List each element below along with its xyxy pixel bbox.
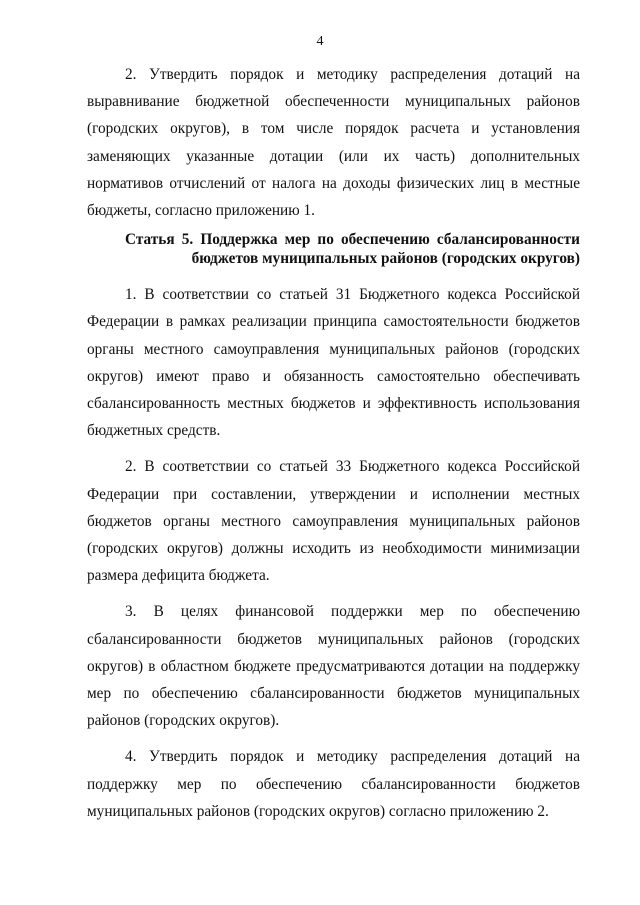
- article-5-heading-line-2: бюджетов муниципальных районов (городских округов): [191, 250, 580, 268]
- article-5-item-2: 2. В соответствии со статьей 33 Бюджетного кодекса Российской Федерации при составлении, утверждении и исполнении местных бюджетов органы местного самоуправления муниципальных районов (городских округов) должны исходить из необходимости минимизации размера дефицита бюджета.: [87, 458, 580, 585]
- page-number: 4: [316, 34, 324, 49]
- article-5-item-4: 4. Утвердить порядок и методику распределения дотаций на поддержку мер по обеспечению сбалансированности бюджетов муниципальных районов (городских округов) согласно приложению 2.: [87, 748, 580, 820]
- document-body: [87, 61, 580, 825]
- article-5-item-1: 1. В соответствии со статьей 31 Бюджетного кодекса Российской Федерации в рамках реализации принципа самостоятельности бюджетов органы местного самоуправления муниципальных районов (городских округов) имеют право и обязанность самостоятельно обеспечивать сбалансированность местных бюджетов и эффективность использования бюджетных средств.: [87, 286, 580, 440]
- article-5-item-3: 3. В целях финансовой поддержки мер по обеспечению сбалансированности бюджетов муниципальных районов (городских округов) в областном бюджете предусматриваются дотации на поддержку мер по обеспечению сбалансированности бюджетов муниципальных районов (городских округов).: [87, 603, 580, 730]
- article-5-heading: [87, 230, 580, 268]
- article-5-heading-line-1: Статья 5. Поддержка мер по обеспечению сбалансированности: [125, 231, 580, 249]
- paragraph-approve-equalization-grants: 2. Утвердить порядок и методику распределения дотаций на выравнивание бюджетной обеспеченности муниципальных районов (городских округов), в том числе порядок расчета и установления заменяющих указанные дотации (или их часть) дополнительных нормативов отчислений от налога на доходы физических лиц в местные бюджеты, согласно приложению 1.: [87, 66, 580, 220]
